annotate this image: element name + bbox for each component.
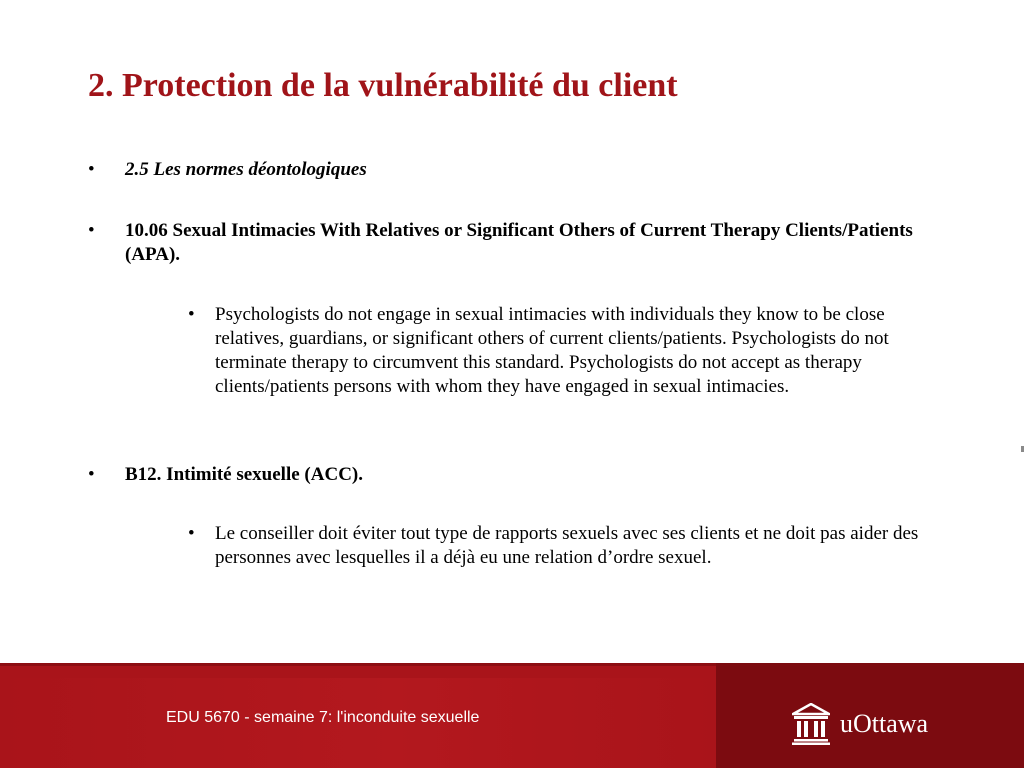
uottawa-logo: [792, 703, 962, 747]
bullet-text: 10.06 Sexual Intimacies With Relatives or Significant Others of Current Therapy Clients/Patients (APA).: [125, 220, 913, 265]
bullet-item: [88, 463, 938, 487]
logo-text: uOttawa: [840, 709, 929, 738]
bullet-text: 2.5 Les normes déontologiques: [125, 159, 367, 180]
university-building-icon: [792, 703, 830, 745]
bullet-marker: •: [88, 220, 95, 241]
sub-bullet-item: [188, 303, 948, 399]
bullet-item: [88, 158, 938, 182]
footer-bar: [0, 663, 1024, 768]
bullet-item: [88, 219, 938, 267]
slide-title: 2. Protection de la vulnérabilité du client: [88, 67, 678, 104]
bullet-marker: •: [188, 523, 195, 544]
bullet-text: Psychologists do not engage in sexual intimacies with individuals they know to be close relatives, guardians, or significant others of current clients/patients. Psychologists do not terminate therapy to circumvent this standard. Psychologists do not accept as therapy clients/patients persons with whom they have engaged in sexual intimacies.: [215, 304, 889, 397]
bullet-text: Le conseiller doit éviter tout type de rapports sexuels avec ses clients et ne doit pas aider des personnes avec lesquelles il a déjà eu une relation d’ordre sexuel.: [215, 523, 919, 568]
sub-bullet-item: [188, 522, 948, 570]
bullet-marker: •: [88, 464, 95, 485]
bullet-marker: •: [88, 159, 95, 180]
footer-course-label: EDU 5670 - semaine 7: l'inconduite sexuelle: [166, 709, 480, 726]
bullet-marker: •: [188, 304, 195, 325]
bullet-text: B12. Intimité sexuelle (ACC).: [125, 464, 363, 485]
